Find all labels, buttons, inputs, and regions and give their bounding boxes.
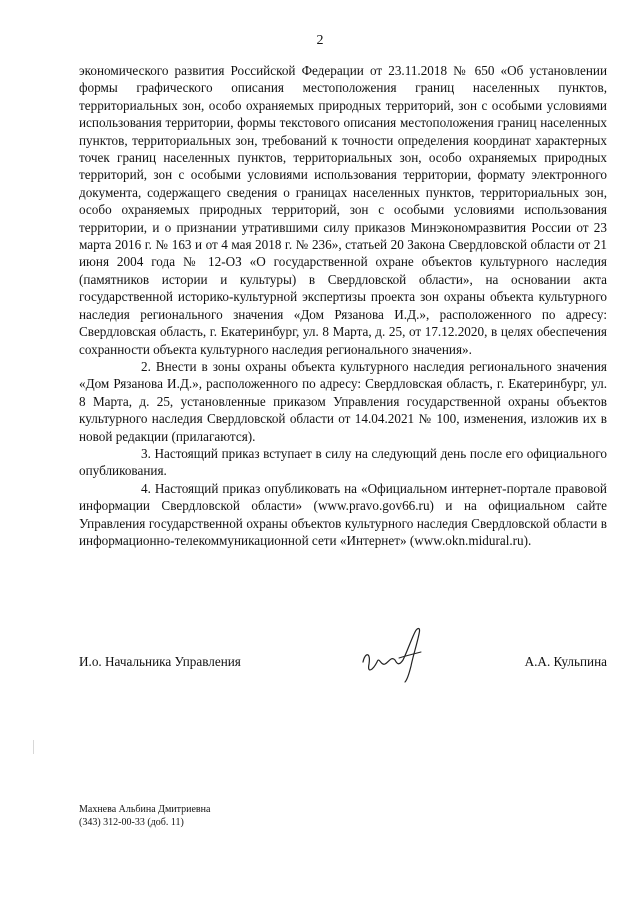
- paragraph-item-2: 2. Внести в зоны охраны объекта культурного наследия регионального значения «Дом Рязанова И.Д.», расположенного по адресу: Свердловская область, г. Екатеринбург, ул. 8 Марта, д. 25, установленные приказом Управления государственной охраны объектов культурного наследия Свердловской области от 14.04.2021 № 100, изменения, изложив их в новой редакции (прилагаются).: [79, 358, 607, 444]
- document-body: [79, 62, 607, 549]
- executor-phone: (343) 312-00-33 (доб. 11): [79, 817, 184, 828]
- margin-mark: [33, 740, 34, 754]
- paragraph-continuation: экономического развития Российской Федерации от 23.11.2018 № 650 «Об установлении формы графического описания местоположения границ населенных пунктов, территориальных зон, особо охраняемых природных территорий, зон с особыми условиями использования территории, формы текстового описания местоположения границ населенных пунктов, территориальных зон, требований к точности определения координат характерных точек границ населенных пунктов, территориальных зон, особо охраняемых природных территорий, зон с особыми условиями использования территории, формату электронного документа, содержащего сведения о границах населенных пунктов, территориальных зон, особо охраняемых природных территорий, зон с особыми условиями использования территории, и о признании утратившими силу приказов Минэкономразвития России от 23 марта 2016 г. № 163 и от 4 мая 2018 г. № 236», статьей 20 Закона Свердловской области от 21 июня 2004 года № 12-ОЗ «О государственной охране объектов культурного наследия (памятников истории и культуры) в Свердловской области», на основании акта государственной историко-культурной экспертизы проекта зон охраны объекта культурного наследия регионального значения «Дом Рязанова И.Д.», расположенного по адресу: Свердловская область, г. Екатеринбург, ул. 8 Марта, д. 25, от 17.12.2020, в целях обеспечения сохранности объекта культурного наследия регионального значения».: [79, 63, 607, 357]
- paragraph-item-4: 4. Настоящий приказ опубликовать на «Официальном интернет-портале правовой информации Свердловской области» (www.pravo.gov66.ru) и на официальном сайте Управления государственной охраны объектов культурного наследия Свердловской области в информационно-телекоммуникационной сети «Интернет» (www.okn.midural.ru).: [79, 480, 607, 548]
- executor-info: [79, 803, 210, 829]
- signatory-title: И.о. Начальника Управления: [79, 654, 241, 669]
- signature-block: [79, 653, 607, 673]
- page-number: 2: [316, 33, 324, 48]
- handwritten-signature: [355, 622, 435, 686]
- signatory-name: А.А. Кульпина: [524, 654, 607, 669]
- paragraph-item-3: 3. Настоящий приказ вступает в силу на следующий день после его официального опубликования.: [79, 445, 607, 479]
- executor-name: Махнева Альбина Дмитриевна: [79, 804, 211, 815]
